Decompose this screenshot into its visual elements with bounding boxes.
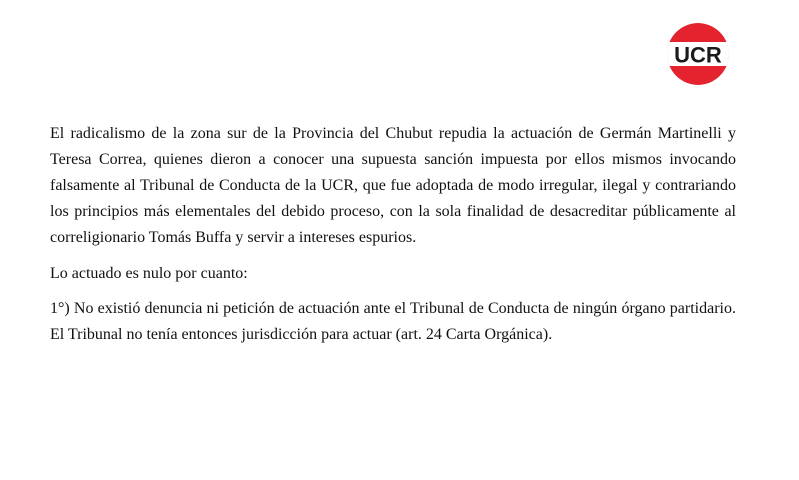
ucr-logo	[667, 23, 729, 85]
logo-text: UCR	[674, 42, 722, 68]
paragraph-nullity-statement: Lo actuado es nulo por cuanto:	[50, 265, 248, 282]
paragraph-intro: El radicalismo de la zona sur de la Provincia del Chubut repudia la actuación de Germán Martinelli y Teresa Correa, quienes dieron a conocer una supuesta sanción impuesta por ellos mismos invocando falsamente al Tribunal de Conducta de la UCR, que fue adoptada de modo irregular, ilegal y contrariando los principios más elementales del debido proceso, con la sola finalidad de desacreditar públicamente al correligionario Tomás Buffa y servir a intereses espurios.	[50, 125, 736, 246]
statement-body	[50, 121, 736, 358]
paragraph-point-1: 1°) No existió denuncia ni petición de actuación ante el Tribunal de Conducta de ningún órgano partidario. El Tribunal no tenía entonces jurisdicción para actuar (art. 24 Carta Orgánica).	[50, 300, 736, 343]
